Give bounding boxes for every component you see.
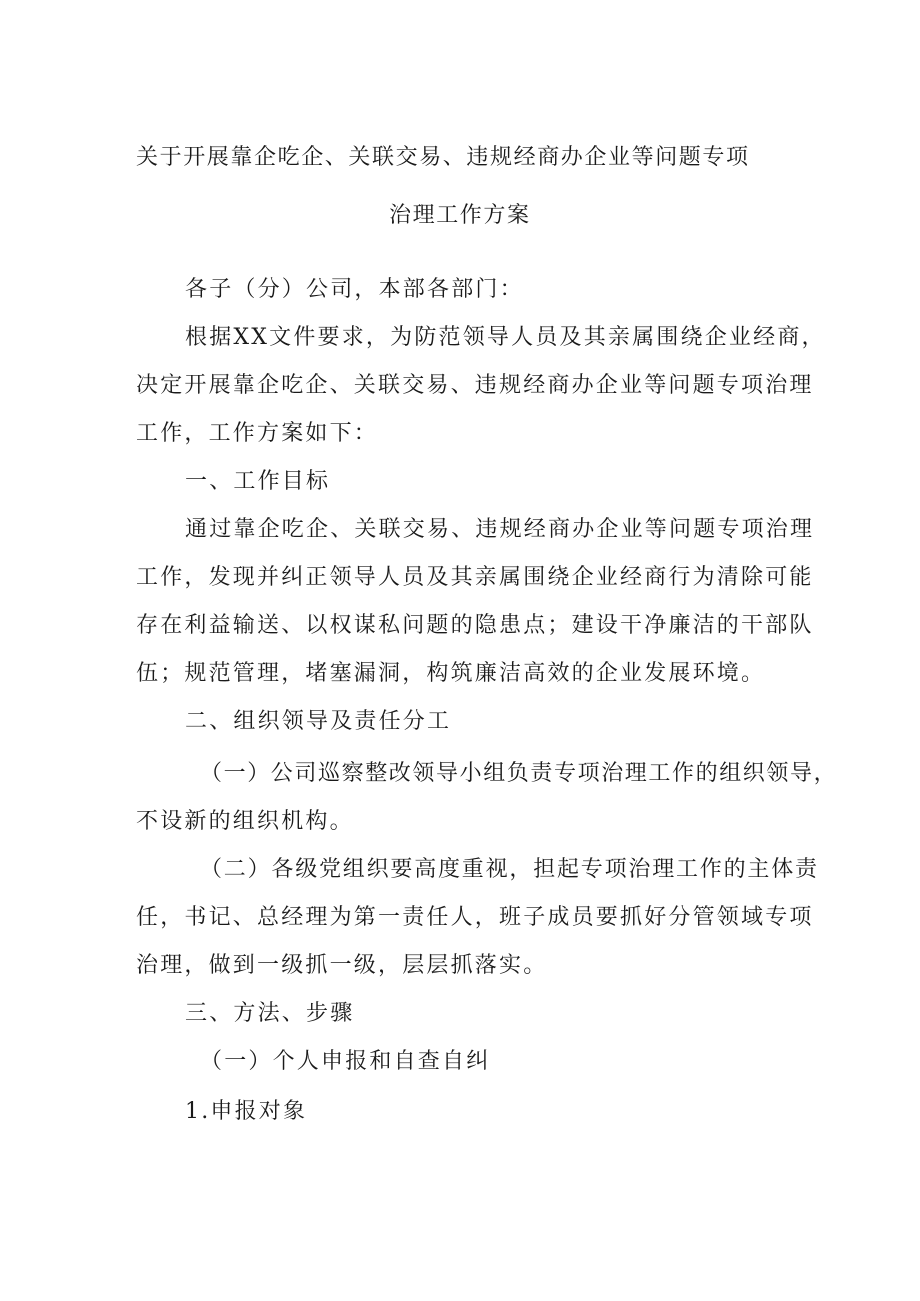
- intro-line-3: 工作，工作方案如下：: [136, 421, 379, 446]
- section-1-line-4: 伍；规范管理，堵塞漏洞，构筑廉洁高效的企业发展环境。: [136, 661, 766, 686]
- section-2-item-1-line-1: （一）公司巡察整改领导小组负责专项治理工作的组织领导，: [200, 761, 838, 786]
- intro-line-1: 根据XX文件要求，为防范领导人员及其亲属围绕企业经商，: [185, 325, 826, 350]
- title-line-2: 治理工作方案: [389, 203, 531, 228]
- section-2-item-2-line-3: 治理，做到一级抓一级，层层抓落实。: [136, 953, 548, 978]
- section-1-line-1: 通过靠企吃企、关联交易、违规经商办企业等问题专项治理: [185, 517, 815, 542]
- section-2-item-2-line-1: （二）各级党组织要高度重视，担起专项治理工作的主体责: [200, 857, 819, 882]
- section-1-heading: 一、工作目标: [185, 469, 331, 494]
- intro-line-2: 决定开展靠企吃企、关联交易、违规经商办企业等问题专项治理: [136, 373, 814, 398]
- title-line-1: 关于开展靠企吃企、关联交易、违规经商办企业等问题专项: [136, 145, 750, 170]
- section-1-line-3: 存在利益输送、以权谋私问题的隐患点；建设干净廉洁的干部队: [136, 613, 814, 638]
- section-3-subheading-1: （一）个人申报和自查自纠: [200, 1049, 491, 1074]
- section-3-subheading-1-1: 1.申报对象: [185, 1099, 308, 1124]
- section-1-line-2: 工作，发现并纠正领导人员及其亲属围绕企业经商行为清除可能: [136, 565, 814, 590]
- section-2-heading: 二、组织领导及责任分工: [185, 709, 452, 734]
- section-2-item-1-line-2: 不设新的组织机构。: [136, 809, 354, 834]
- section-3-heading: 三、方法、步骤: [185, 1001, 355, 1026]
- salutation: 各子（分）公司，本部各部门：: [185, 277, 524, 302]
- section-2-item-2-line-2: 任，书记、总经理为第一责任人，班子成员要抓好分管领域专项: [136, 905, 814, 930]
